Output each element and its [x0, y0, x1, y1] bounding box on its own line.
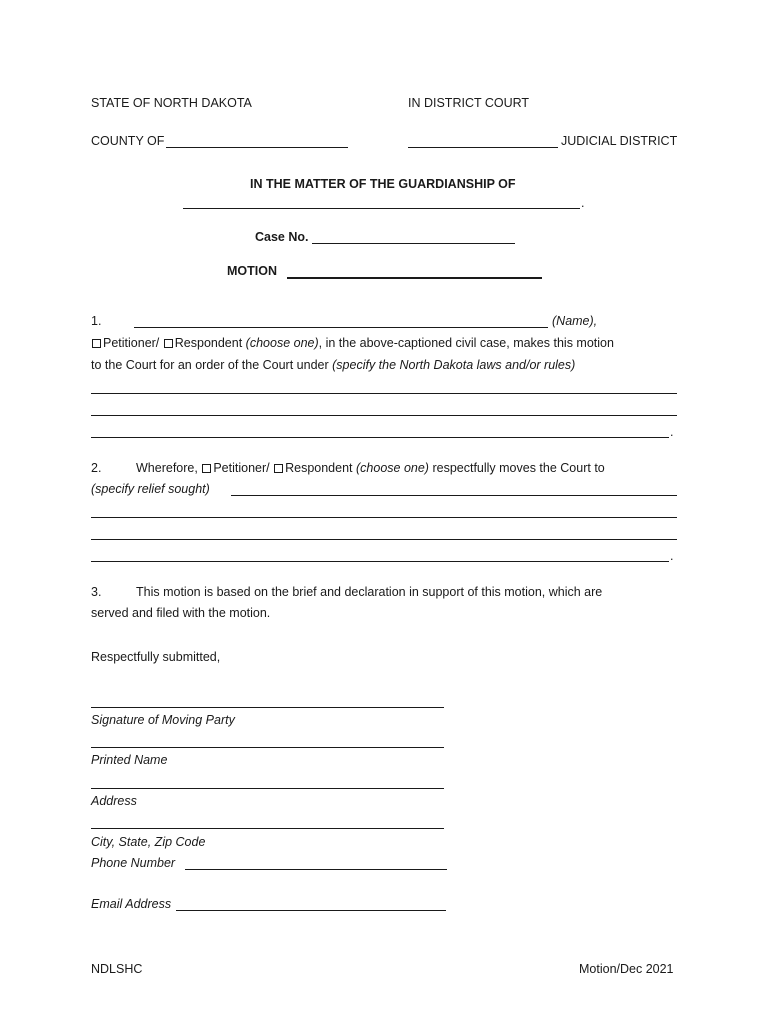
para1-text-b: to the Court for an order of the Court under [91, 358, 329, 372]
county-label: COUNTY OF [91, 134, 165, 148]
respondent-label-1: Respondent [174, 336, 243, 350]
email-label: Email Address [91, 897, 172, 911]
motion-title-field[interactable] [287, 277, 542, 279]
ward-name-field[interactable] [183, 208, 580, 209]
para1-line2 [91, 335, 614, 351]
judicial-district-label: JUDICIAL DISTRICT [561, 134, 678, 148]
petitioner-label-1: Petitioner/ [103, 336, 160, 350]
para1-laws-line-3[interactable] [91, 437, 669, 438]
relief-line-4[interactable] [91, 561, 669, 562]
city-state-zip-label: City, State, Zip Code [91, 835, 206, 849]
para2-specify-relief: (specify relief sought) [91, 482, 210, 496]
county-field[interactable] [166, 147, 348, 148]
para1-name-hint: (Name), [552, 314, 598, 328]
para1-specify-laws: (specify the North Dakota laws and/or rules) [332, 358, 576, 372]
para2-text: respectfully moves the Court to [432, 461, 605, 475]
city-state-zip-field[interactable] [91, 828, 444, 829]
phone-label: Phone Number [91, 856, 176, 870]
closing-text: Respectfully submitted, [91, 650, 221, 664]
petitioner-checkbox-2[interactable] [202, 464, 211, 473]
printed-name-field[interactable] [91, 747, 444, 748]
matter-title: IN THE MATTER OF THE GUARDIANSHIP OF [250, 177, 516, 191]
email-field[interactable] [176, 910, 446, 911]
address-field[interactable] [91, 788, 444, 789]
para1-line3 [91, 357, 575, 373]
footer-left: NDLSHC [91, 962, 143, 976]
para1-number: 1. [91, 314, 102, 328]
relief-line-1[interactable] [231, 495, 677, 496]
phone-field[interactable] [185, 869, 447, 870]
respondent-label-2: Respondent [285, 461, 353, 475]
address-label: Address [91, 794, 137, 808]
signature-label: Signature of Moving Party [91, 713, 235, 727]
para1-laws-line-1[interactable] [91, 393, 677, 394]
para3-text-a: This motion is based on the brief and declaration in support of this motion, which are [136, 585, 603, 599]
case-no-field[interactable] [312, 243, 515, 244]
para3-number: 3. [91, 585, 102, 599]
wherefore-text: Wherefore, [136, 461, 198, 475]
judicial-district-field[interactable] [408, 147, 558, 148]
petitioner-checkbox-1[interactable] [92, 339, 101, 348]
para1-name-field[interactable] [134, 327, 548, 328]
petitioner-label-2: Petitioner/ [213, 461, 270, 475]
para1-text-a: , in the above-captioned civil case, makes this motion [318, 336, 614, 350]
para1-laws-line-2[interactable] [91, 415, 677, 416]
court-label: IN DISTRICT COURT [408, 96, 530, 110]
para2-number: 2. [91, 461, 102, 475]
respondent-checkbox-1[interactable] [164, 339, 173, 348]
relief-period: . [670, 549, 674, 563]
signature-field[interactable] [91, 707, 444, 708]
state-label: STATE OF NORTH DAKOTA [91, 96, 252, 110]
ward-name-period: . [581, 196, 585, 210]
motion-label: MOTION [227, 264, 277, 278]
footer-right: Motion/Dec 2021 [579, 962, 674, 976]
relief-line-2[interactable] [91, 517, 677, 518]
case-no-label: Case No. [255, 230, 309, 244]
printed-name-label: Printed Name [91, 753, 168, 767]
para3-text-b: served and filed with the motion. [91, 606, 271, 620]
choose-one-hint-1: (choose one) [245, 336, 319, 350]
choose-one-hint-2: (choose one) [356, 461, 429, 475]
relief-line-3[interactable] [91, 539, 677, 540]
para1-laws-period: . [670, 425, 674, 439]
respondent-checkbox-2[interactable] [274, 464, 283, 473]
para2-line1 [136, 460, 605, 476]
